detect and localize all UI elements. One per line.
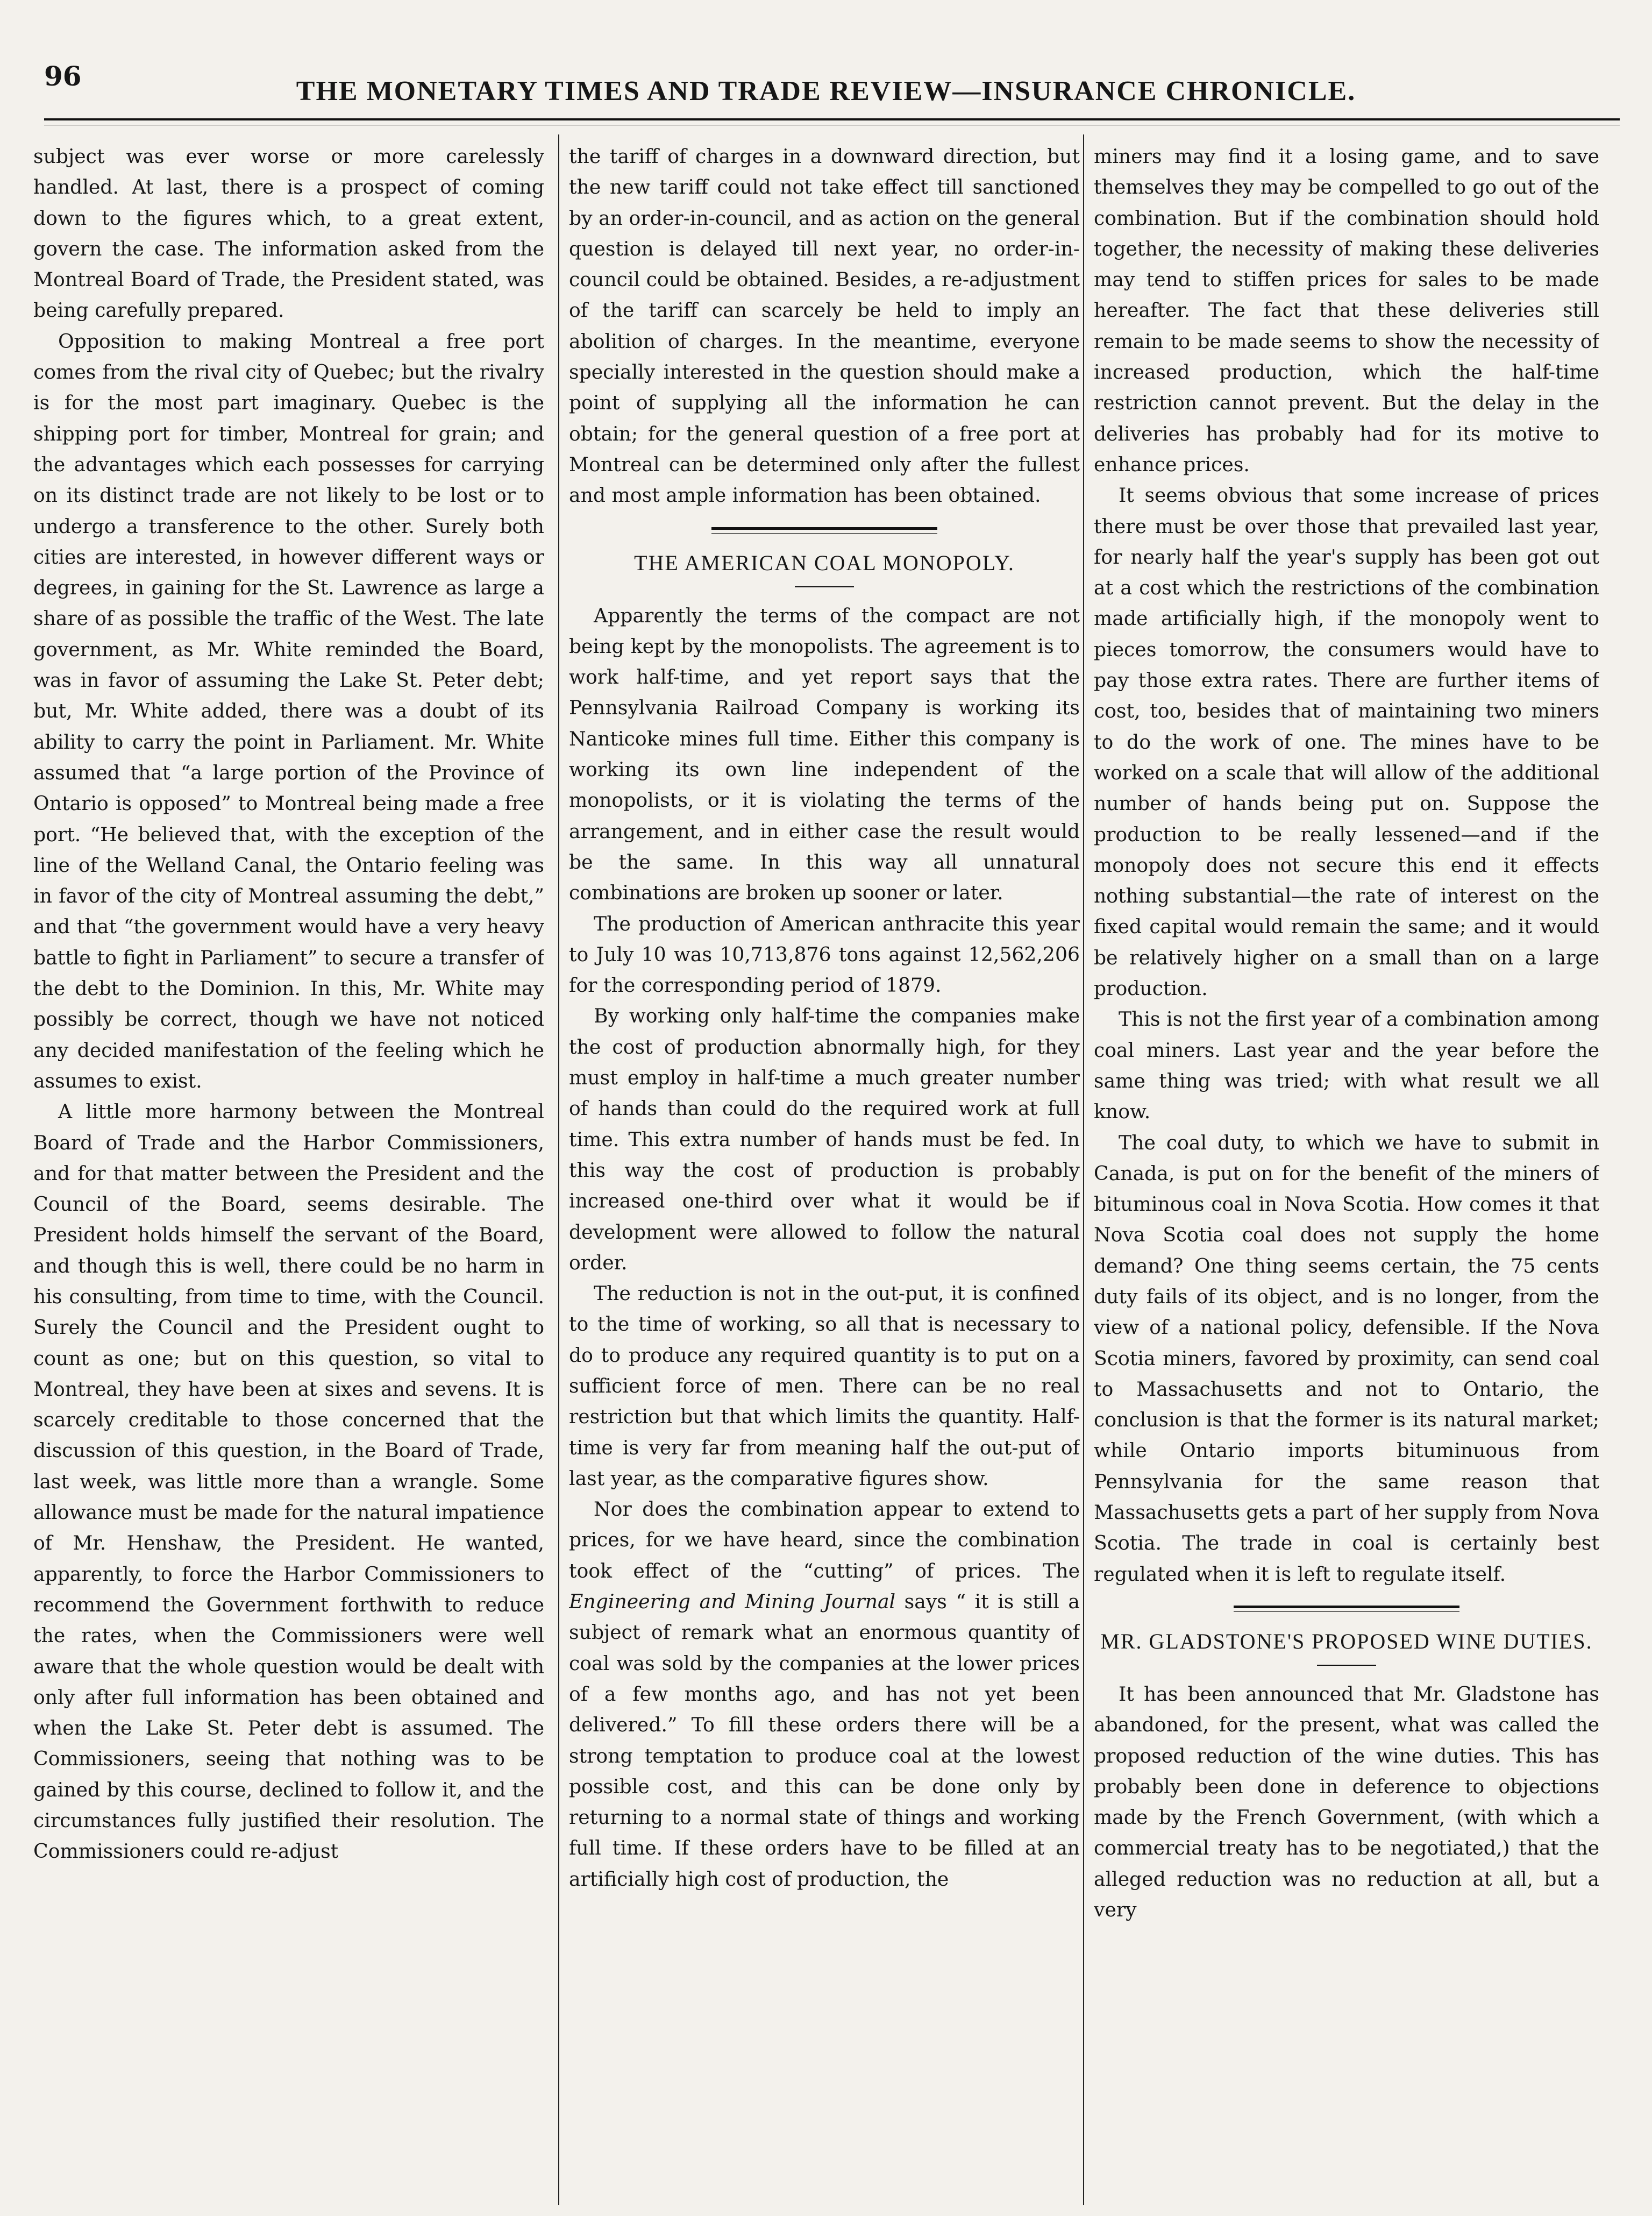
article-heading: MR. GLADSTONE'S PROPOSED WINE DUTIES. [1100, 1629, 1593, 1653]
paragraph: Opposition to making Montreal a free port comes from the rival city of Quebec; but the rivalry is for the most part imaginary. Quebec is the shipping port for timber, Montreal for grain; and the advantages which each possesses for carrying on its distinct trade are not likely to be lost or to undergo a transference to the other. Surely both cities are interested, in however different ways or degrees, in gaining for the St. Lawrence as large a share of as possible the traffic of the West. The late government, as Mr. White reminded the Board, was in favor of assuming the Lake St. Peter debt; but, Mr. White added, there was a doubt of its ability to carry the point in Parliament. Mr. White assumed that “a large portion of the Province of Ontario is opposed” to Montreal being made a free port. “He believed that, with the exception of the line of the Welland Canal, the Ontario feeling was in favor of the city of Montreal assuming the debt,” and that “the government would have a very heavy battle to fight in Parliament” to secure a transfer of the debt to the Dominion. In this, Mr. White may possibly be correct, though we have not noticed any decided manifestation of the feeling which he assumes to exist. [33, 329, 544, 1092]
heading-rule [795, 586, 854, 587]
column-divider [558, 134, 559, 2205]
column-3 [1094, 141, 1599, 2196]
paragraph: It has been announced that Mr. Gladstone has abandoned, for the present, what was called the proposed reduction of the wine duties. This has probably been done in deference to objections made by the French Government, (with which a commercial treaty has to be negotiated,) that the alleged reduction was no reduction at all, but a very [1094, 1682, 1599, 1922]
paragraph: A little more harmony between the Montreal Board of Trade and the Harbor Commissioners, and for that matter between the President and the Council of the Board, seems desirable. The President holds himself the servant of the Board, and though this is well, there could be no harm in his consulting, from time to time, with the Council. Surely the Council and the President ought to count as one; but on this question, so vital to Montreal, they have been at sixes and sevens. It is scarcely creditable to those concerned that the discussion of this question, in the Board of Trade, last week, was little more than a wrangle. Some allowance must be made for the natural impatience of Mr. Henshaw, the President. He wanted, apparently, to force the Harbor Commissioners to recommend the Government forthwith to reduce the rates, when the Commissioners were well aware that the whole question would be dealt with only after full information has been obtained and when the Lake St. Peter debt is assumed. The Commissioners, seeing that nothing was to be gained by this course, declined to follow it, and the circumstances fully justified their resolution. The Commissioners could re-adjust [33, 1100, 544, 1863]
paragraph: This is not the first year of a combination among coal miners. Last year and the year before the same thing was tried; with what result we all know. [1094, 1007, 1599, 1124]
paragraph: By working only half-time the companies make the cost of production abnormally high, for they must employ in half-time a much greater number of hands than could do the required work at full time. This extra number of hands must be fed. In this way the cost of production is probably increased one-third over what it would be if development were allowed to follow the natural order. [569, 1004, 1080, 1274]
paragraph: Apparently the terms of the compact are not being kept by the monopolists. The agreement is to work half-time, and yet report says that the Pennsylvania Railroad Company is working its Nanticoke mines full time. Either this company is working its own line independent of the monopolists, or it is violating the terms of the arrangement, and in either case the result would be the same. In this way all unnatural combinations are broken up sooner or later. [569, 603, 1080, 905]
section-rule [711, 527, 937, 530]
paragraph: the tariff of charges in a downward direction, but the new tariff could not take effect till sanctioned by an order-in-council, and as action on the general question is delayed till next year, no order-in-council could be obtained. Besides, a re-adjustment of the tariff can scarcely be held to imply an abolition of charges. In the meantime, everyone specially interested in the question should make a point of supplying all the information he can obtain; for the general question of a free port at Montreal can be determined only after the fullest and most ample information has been obtained. [569, 145, 1080, 507]
paragraph [569, 1494, 1080, 1894]
section-rule-thin [711, 533, 937, 534]
paragraph: The production of American anthracite this year to July 10 was 10,713,876 tons against 12,562,206 for the corresponding period of 1879. [569, 912, 1080, 997]
text-run: says “ it is still a subject of remark what an enormous quantity of coal was sold by the companies at the lower prices of a few months ago, and has not yet been delivered.” To fill these orders there will be a strong temptation to produce coal at the lowest possible cost, and this can be done only by returning to a normal state of things and working full time. If these orders have to be filled at an artificially high cost of production, the [569, 1590, 1080, 1891]
column-1 [33, 141, 544, 2196]
header-rule [44, 118, 1620, 120]
column-2 [569, 141, 1080, 2196]
paragraph: The coal duty, to which we have to submit in Canada, is put on for the benefit of the miners of bituminous coal in Nova Scotia. How comes it that Nova Scotia coal does not supply the home demand? One thing seems certain, the 75 cents duty fails of its object, and is no longer, from the view of a national policy, defensible. If the Nova Scotia miners, favored by proximity, can send coal to Massachusetts and not to Ontario, the conclusion is that the former is its natural market; while Ontario imports bituminuous from Pennsylvania for the same reason that Massachusetts gets a part of her supply from Nova Scotia. The trade in coal is certainly best regulated when it is left to regulate itself. [1094, 1131, 1599, 1586]
article-heading: THE AMERICAN COAL MONOPOLY. [634, 550, 1015, 575]
paragraph: It seems obvious that some increase of prices there must be over those that prevailed last year, for nearly half the year's supply has been got out at a cost which the restrictions of the combination made artificially high, if the monopoly went to pieces tomorrow, the consumers would have to pay those extra rates. There are further items of cost, too, besides that of maintaining two miners to do the work of one. The mines have to be worked on a scale that will allow of the additional number of hands being put on. Suppose the production to be really lessened—and if the monopoly does not secure this end it effects nothing substantial—the rate of interest on the fixed capital would remain the same; and it would be relatively higher on a small than on a large production. [1094, 484, 1599, 1000]
paragraph: subject was ever worse or more carelessly handled. At last, there is a prospect of coming down to the figures which, to a great extent, govern the case. The information asked from the Montreal Board of Trade, the President stated, was being carefully prepared. [33, 145, 544, 322]
journal-title: Engineering and Mining Journal [569, 1590, 896, 1614]
heading-rule [1317, 1665, 1376, 1666]
page-number: 96 [44, 60, 82, 92]
paragraph: miners may find it a losing game, and to save themselves they may be compelled to go out of the combination. But if the combination should hold together, the necessity of making these deliveries may tend to stiffen prices for sales to be made hereafter. The fact that these deliveries still remain to be made seems to show the necessity of increased production, which the half-time restriction cannot prevent. But the delay in the deliveries has probably had for its motive to enhance prices. [1094, 145, 1599, 476]
masthead: THE MONETARY TIMES AND TRADE REVIEW—INSURANCE CHRONICLE. [296, 76, 1356, 106]
section-rule [1234, 1606, 1459, 1608]
paragraph: The reduction is not in the out-put, it is confined to the time of working, so all that is necessary to do to produce any required quantity is to put on a sufficient force of men. There can be no real restriction but that which limits the quantity. Half-time is very far from meaning half the out-put of last year, as the comparative figures show. [569, 1282, 1080, 1490]
section-rule-thin [1234, 1611, 1459, 1612]
column-divider [1083, 134, 1084, 2205]
text-run: Nor does the combination appear to extend to prices, for we have heard, since the combination took effect of the “cutting” of prices. The [569, 1497, 1080, 1582]
